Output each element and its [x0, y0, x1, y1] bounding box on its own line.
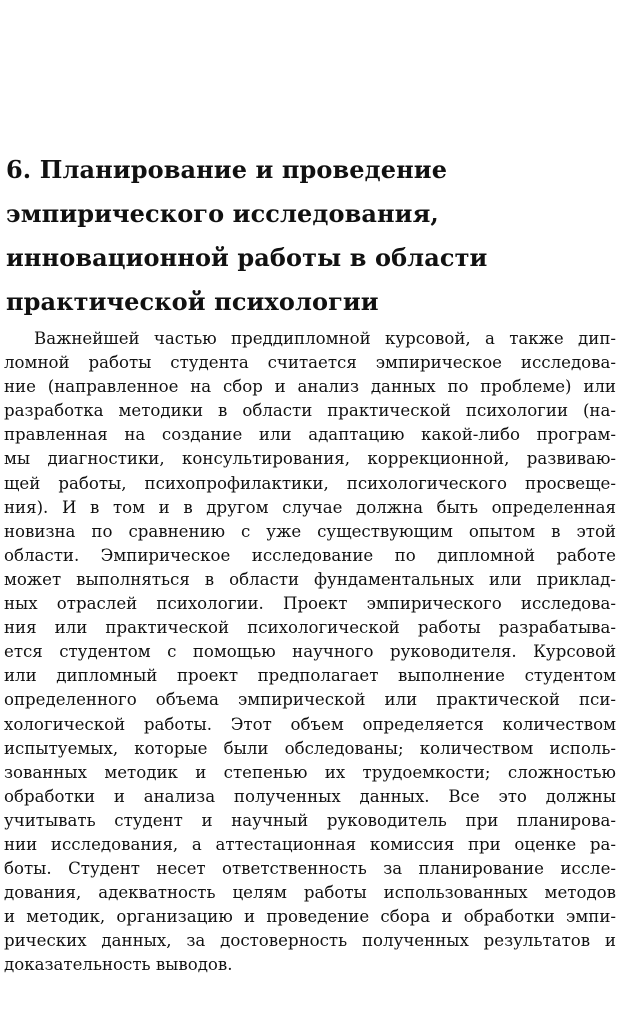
text-line: ния). И в том и в другом случае должна быть определенная	[4, 497, 616, 517]
text-line: зованных методик и степенью их трудоемкости; сложностью	[4, 762, 616, 782]
heading-line: инновационной работы в области	[6, 243, 488, 272]
text-line: хологической работы. Этот объем определяется количеством	[4, 714, 616, 734]
text-line: щей работы, психопрофилактики, психологического просвеще-	[4, 473, 616, 493]
text-line: новизна по сравнению с уже существующим опытом в этой	[4, 521, 616, 541]
text-line: разработка методики в области практической психологии (на-	[4, 401, 616, 421]
chapter-heading	[6, 148, 606, 324]
text-line: ломной работы студента считается эмпирическое исследова-	[4, 353, 616, 373]
text-line: определенного объема эмпирической или практической пси-	[4, 690, 616, 710]
text-line: мы диагностики, консультирования, коррекционной, развиваю-	[4, 449, 616, 469]
text-line: или дипломный проект предполагает выполнение студентом	[4, 666, 616, 686]
text-line: дования, адекватность целям работы использованных методов	[4, 883, 616, 903]
text-line: правленная на создание или адаптацию какой-либо програм-	[4, 425, 616, 445]
heading-line: 6. Планирование и проведение	[6, 155, 448, 184]
text-line: ется студентом с помощью научного руководителя. Курсовой	[4, 642, 616, 662]
text-line: учитывать студент и научный руководитель при планирова-	[4, 810, 616, 830]
heading-line: эмпирического исследования,	[6, 199, 439, 228]
text-line: нии исследования, а аттестационная комиссия при оценке ра-	[4, 834, 616, 854]
text-line: ных отраслей психологии. Проект эмпирического исследова-	[4, 594, 616, 614]
text-line: доказательность выводов.	[4, 955, 233, 975]
body-paragraph	[4, 327, 616, 978]
text-line: рических данных, за достоверность полученных результатов и	[4, 931, 616, 951]
text-line: ния или практической психологической работы разрабатыва-	[4, 618, 616, 638]
text-line: боты. Студент несет ответственность за планирование иссле-	[4, 859, 616, 879]
text-line: и методик, организацию и проведение сбора и обработки эмпи-	[4, 907, 616, 927]
text-line: испытуемых, которые были обследованы; количеством исполь-	[4, 738, 616, 758]
text-line: обработки и анализа полученных данных. Все это должны	[4, 786, 616, 806]
text-line: ние (направленное на сбор и анализ данных по проблеме) или	[4, 377, 616, 397]
text-line: Важнейшей частью преддипломной курсовой, а также дип-	[34, 329, 616, 348]
text-line: области. Эмпирическое исследование по дипломной работе	[4, 545, 616, 565]
text-line: может выполняться в области фундаментальных или приклад-	[4, 569, 616, 589]
heading-line: практической психологии	[6, 287, 379, 316]
